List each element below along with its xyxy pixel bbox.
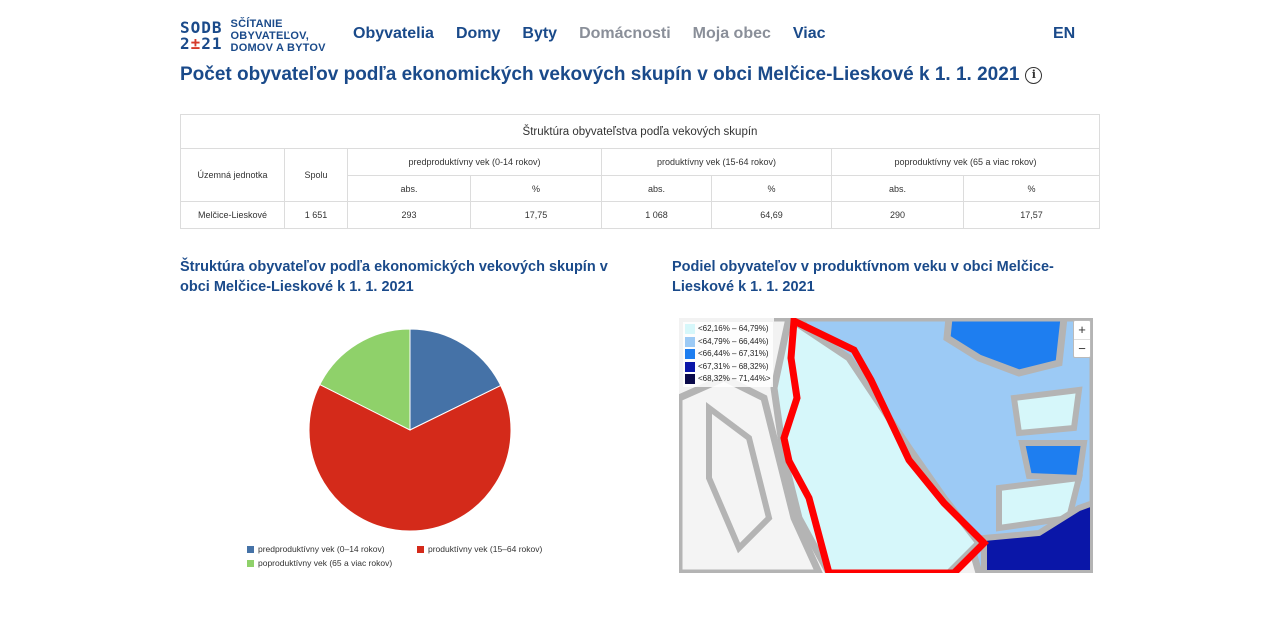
group-header: produktívny vek (15-64 rokov) <box>602 149 832 176</box>
zoom-control <box>1073 320 1091 358</box>
sub-header: % <box>712 176 832 202</box>
map-legend-swatch <box>685 362 695 372</box>
pie-chart-title: Štruktúra obyvateľov podľa ekonomických vekových skupín v obci Melčice-Lieskové k 1. 1. 2021 <box>180 259 608 295</box>
map-legend-row: <66,44% – 67,31%) <box>685 348 771 361</box>
table-cell: 17,57 <box>964 202 1100 229</box>
legend-item[interactable] <box>247 558 392 568</box>
table-cell: 17,75 <box>471 202 602 229</box>
map-legend-row: <64,79% – 66,44%) <box>685 336 771 349</box>
table-cell: 1 651 <box>285 202 348 229</box>
zoom-out-button[interactable]: − <box>1074 339 1090 357</box>
nav-obyvatelia[interactable]: Obyvatelia <box>353 25 434 42</box>
legend-swatch <box>247 560 254 567</box>
sodb-logo[interactable] <box>180 18 326 54</box>
sub-header: abs. <box>348 176 471 202</box>
pie-chart <box>300 320 520 540</box>
legend-swatch <box>247 546 254 553</box>
nav-domacnosti[interactable]: Domácnosti <box>579 25 671 42</box>
map-legend-row: <62,16% – 64,79%) <box>685 323 771 336</box>
choropleth-map[interactable] <box>679 318 1093 573</box>
logo-text: SČÍTANIE OBYVATEĽOV, DOMOV A BYTOV <box>230 18 326 54</box>
col-unit-header: Územná jednotka <box>181 149 285 202</box>
page-title: Počet obyvateľov podľa ekonomických vekových skupín v obci Melčice-Lieskové k 1. 1. 2021 i <box>180 64 1042 86</box>
language-switch[interactable]: EN <box>1053 25 1076 42</box>
map-legend-row: <68,32% – 71,44%> <box>685 373 771 386</box>
legend-label: predproduktívny vek (0–14 rokov) <box>258 544 385 554</box>
sub-header: % <box>964 176 1100 202</box>
table-caption: Štruktúra obyvateľstva podľa vekových skupín <box>181 115 1100 149</box>
sub-header: abs. <box>832 176 964 202</box>
age-structure-table <box>180 114 1100 229</box>
map-legend-row: <67,31% – 68,32%) <box>685 361 771 374</box>
legend-label: poproduktívny vek (65 a viac rokov) <box>258 558 393 568</box>
table-cell: 1 068 <box>602 202 712 229</box>
logo-mark: SODB 2±21 <box>180 18 223 53</box>
sub-header: abs. <box>602 176 712 202</box>
map-legend <box>683 322 773 387</box>
table-cell: Melčice-Lieskové <box>181 202 285 229</box>
map-title: Podiel obyvateľov v produktívnom veku v obci Melčice-Lieskové k 1. 1. 2021 <box>672 259 1054 295</box>
map-legend-swatch <box>685 349 695 359</box>
group-header: poproduktívny vek (65 a viac rokov) <box>832 149 1100 176</box>
legend-item[interactable] <box>417 544 542 554</box>
legend-label: produktívny vek (15–64 rokov) <box>428 544 543 554</box>
info-icon[interactable]: i <box>1025 67 1042 84</box>
group-header: predproduktívny vek (0-14 rokov) <box>348 149 602 176</box>
table-cell: 64,69 <box>712 202 832 229</box>
nav-viac[interactable]: Viac <box>792 25 826 42</box>
map-legend-swatch <box>685 324 695 334</box>
table-cell: 293 <box>348 202 471 229</box>
legend-swatch <box>417 546 424 553</box>
legend-item[interactable] <box>247 544 385 554</box>
map-legend-swatch <box>685 374 695 384</box>
table-row <box>181 202 1100 229</box>
sub-header: % <box>471 176 602 202</box>
nav-byty[interactable]: Byty <box>522 25 558 42</box>
main-nav <box>353 25 826 43</box>
zoom-in-button[interactable]: + <box>1078 322 1086 337</box>
table-cell: 290 <box>832 202 964 229</box>
nav-domy[interactable]: Domy <box>455 25 501 42</box>
nav-moja-obec[interactable]: Moja obec <box>692 25 771 42</box>
map-legend-swatch <box>685 337 695 347</box>
col-total-header: Spolu <box>285 149 348 202</box>
